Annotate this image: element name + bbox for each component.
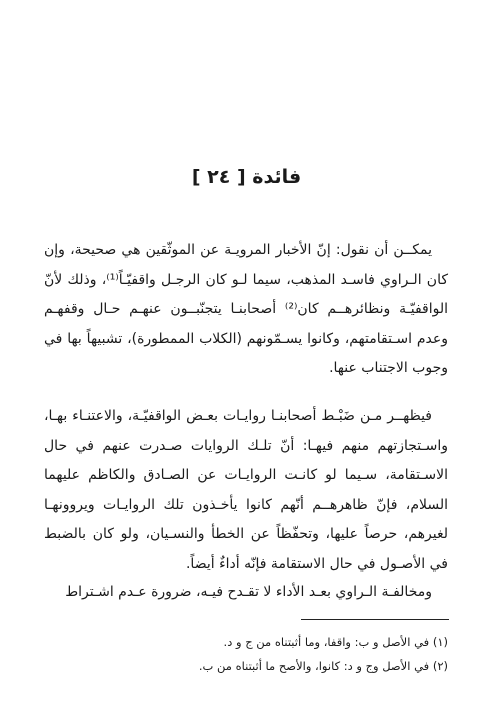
body-paragraph-2 — [44, 402, 448, 579]
footnote-divider — [301, 619, 449, 620]
paragraph-text: ومخالفـة الـراوي بعـد الأداء لا تقـدح فيـه، ضرورة عـدم اشـتراط — [65, 584, 432, 600]
body-paragraph-3 — [44, 578, 448, 608]
body-paragraph-1 — [44, 236, 448, 384]
section-heading: فائدة [ ٢٤ ] — [191, 166, 302, 188]
footnote-1: (١) في الأصل و ب: واقفا، وما أثبتناه من ج و د. — [223, 635, 448, 649]
paragraph-text: يمكــن أن نقول: إنّ الأخبار المرويـة عن الموثّقين هي صحيحة، وإن كان الـراوي فاسـد المذهب، سيما لـو كان الرجـل واقفيّـاً⁽¹⁾، وذلك لأنّ الواقفيّـة ونظائرهــم كان⁽²⁾ أصحابنـا يتجنّبــون عنهـم حـال وقفهـم وعدم اسـتقامتهم، وكانوا يسـمّونهم (الكلاب الممطورة)، تشبيهاً بها في وجوب الاجتناب عنها. — [44, 242, 448, 376]
footnote-2: (٢) في الأصل وج و د: كانوا، والأصح ما أثبتناه من ب. — [198, 659, 448, 673]
paragraph-text: فيظهــر مـن ضَبْـط أصحابنـا روايـات بعـض الواقفيّـة، والاعتنـاء بهـا، واسـتجازتهم منهم فيهـا: أنّ تلـك الروايات صـدرت عنهم في حال الاسـتقامة، سـيما لو كانـت الروايـات عن الصـادق والكاظم عليهما السلام، فإنّ ظاهرهــم أنّهم كانوا يأخـذون تلك الروايـات ويروونهـا لغيرهم، حرصاً عليها، وتحفّظاً عن الخطأ والنسـيان، ولو كان بالضبط في الأصـول في حال الاستقامة فإنّه أداءٌ أيضاً. — [44, 408, 448, 572]
footnotes — [44, 630, 448, 678]
